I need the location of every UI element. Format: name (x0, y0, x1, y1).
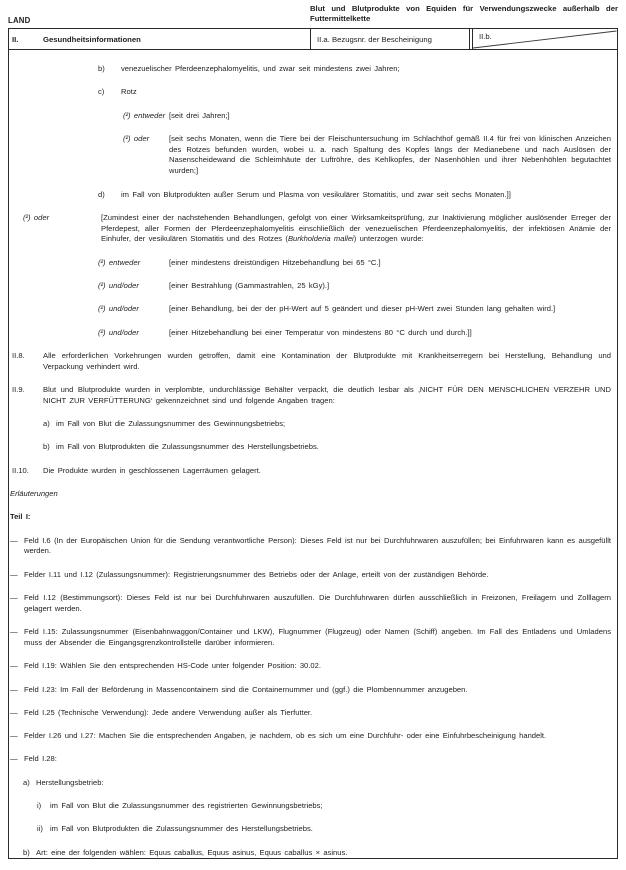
note-text: Feld I.23: Im Fall der Beförderung in Massencontainern sind die Containernummer und (ggf.) die Plombennummer anzugeben. (24, 684, 468, 694)
note-item (10, 593, 611, 615)
note-text: Feld I.15: Zulassungsnummer (Eisenbahnwaggon/Container und LKW), Flugnummer (Flugzeug) oder Namen (Schiff) angeben. Im Fall des Entladens und Umladens muss der Absender die Eingangsgrenzkontrollstelle darüber informieren. (24, 627, 611, 647)
numbered-clause (10, 351, 611, 373)
dash-marker: — (10, 684, 18, 694)
dash-marker: — (10, 535, 18, 545)
item-marker: b) (43, 442, 50, 452)
clause-text: Die Produkte wurden in geschlossenen Lagerräumen gelagert. (43, 465, 261, 475)
clause-number: II.9. (12, 385, 25, 395)
item-marker: b) (23, 847, 30, 857)
document-title: Blut und Blutprodukte von Equiden für Verwendungszwecke außerhalb der Futtermittelkette (310, 4, 618, 23)
item-text: [seit drei Jahren;] (169, 110, 230, 120)
item-marker: (²) entweder (123, 110, 166, 120)
dash-marker: — (10, 661, 18, 671)
item-marker: b) (98, 64, 105, 73)
note-text: Feld I.28: (24, 754, 57, 764)
list-item (10, 442, 611, 453)
note-item (10, 570, 611, 581)
list-item (10, 281, 611, 292)
list-item (10, 64, 611, 75)
diagonal-strike-line (470, 29, 617, 49)
list-item (10, 778, 611, 789)
list-item (10, 111, 611, 122)
certificate-table (8, 28, 618, 859)
note-item (10, 708, 611, 719)
item-marker: c) (98, 87, 105, 97)
item-marker: a) (23, 777, 30, 787)
item-text: im Fall von Blut die Zulassungsnummer des Gewinnungsbetriebs; (56, 419, 286, 429)
note-text: Feld I.19: Wählen Sie den entsprechenden HS-Code unter folgender Position: 30.02. (24, 661, 321, 671)
item-text: Herstellungsbetrieb: (36, 777, 104, 787)
note-item (10, 731, 611, 742)
health-information-body (9, 50, 617, 858)
item-text: Rotz (121, 87, 137, 97)
item-text: [einer Bestrahlung (Gammastrahlen, 25 kGy).] (169, 281, 330, 291)
latin-species-name: Burkholderia mallei (287, 234, 354, 244)
item-marker: (²) und/oder (98, 304, 139, 314)
note-text: Feld I.25 (Technische Verwendung): Jede andere Verwendung außer als Tierfutter. (24, 707, 313, 717)
note-item (10, 536, 611, 558)
clause-text: Alle erforderlichen Vorkehrungen wurden getroffen, damit eine Kontamination der Blutprodukte mit Krankheitserregern bei Herstellung, Behandlung und Verpackung verhindert wird. (43, 350, 611, 371)
item-marker: (²) oder (123, 133, 150, 143)
note-text: Feld I.12 (Bestimmungsort): Dieses Feld ist nur bei Durchfuhrwaren auszufüllen. Die Durchfuhrwaren dürfen ausschließlich in Freizonen, Freilagern und Zolllagern gelagert werden. (24, 593, 611, 613)
item-marker: d) (98, 189, 105, 199)
note-item (10, 661, 611, 672)
item-text: [einer mindestens dreistündigen Hitzebehandlung bei 65 °C.] (169, 257, 381, 267)
part-heading-text: Teil I: (10, 512, 31, 522)
dash-marker: — (10, 627, 18, 637)
dash-marker: — (10, 593, 18, 603)
list-item (10, 419, 611, 430)
item-marker: (²) entweder (98, 257, 141, 267)
header-cell-section (9, 35, 310, 44)
dash-marker: — (10, 731, 18, 741)
item-text: Art: eine der folgenden wählen: Equus caballus, Equus asinus, Equus caballus × asinus. (36, 847, 348, 857)
item-text: [Zumindest einer der nachstehenden Behandlungen, gefolgt von einer Wirksamkeitsprüfung, zur Inaktivierung möglicher auslösender Erreger der Pferdepest, aller Formen der Pferdeenzephalomyelitis einschließlich der venezuelischen Pferdeenzephalomyelitis, der infektiösen Anämie der Einhufer, der vesikulären Stomatitis und des Rotzes ( (101, 212, 611, 244)
dash-marker: — (10, 569, 18, 579)
notes-heading (10, 489, 611, 500)
numbered-clause (10, 466, 611, 477)
note-item (10, 627, 611, 649)
header-cell-reference (310, 29, 470, 49)
item-marker: a) (43, 419, 50, 429)
item-text: venezuelischer Pferdeenzephalomyelitis, und zwar seit mindestens zwei Jahren; (121, 64, 400, 73)
note-item (10, 754, 611, 765)
section-number: II. (12, 34, 19, 44)
list-item (10, 801, 611, 812)
clause-number: II.8. (12, 350, 25, 360)
item-text: ) unterzogen wurde: (353, 234, 424, 244)
list-item (10, 213, 611, 245)
item-marker: (²) und/oder (98, 327, 139, 337)
table-header-row (9, 29, 617, 50)
item-text: [seit sechs Monaten, wenn die Tiere bei der Fleischuntersuchung im Schlachthof gemäß II.4 für frei von klinischen Anzeichen des Rotzes befunden wurden, wobei u. a. nach Spaltung des Kopfes längs der Medianebene und nach Auslösen der Nasenscheidewand die Schleimhäute der Luftröhre, des Kehlkopfes, der Nasenhöhlen und ihrer Nebenhöhlen begutachtet wurden;] (169, 133, 611, 176)
part-heading (10, 512, 611, 523)
item-text: im Fall von Blut die Zulassungsnummer des registrierten Gewinnungsbetriebs; (50, 800, 323, 810)
dash-marker: — (10, 754, 18, 764)
item-marker: i) (37, 800, 42, 810)
item-text: im Fall von Blutprodukten die Zulassungsnummer des Herstellungsbetriebs. (56, 442, 319, 452)
list-item (10, 258, 611, 269)
land-label: LAND (8, 16, 31, 25)
iib-label: II.b. (479, 32, 492, 41)
list-item (10, 328, 611, 339)
note-text: Felder I.11 und I.12 (Zulassungsnummer): Registrierungsnummer des Betriebs oder der Anlage, erteilt von der zuständigen Behörde. (24, 569, 489, 579)
note-text: Felder I.26 und I.27: Machen Sie die entsprechenden Angaben, je nachdem, ob es sich um eine Durchfuhr- oder eine Einfuhrbescheinigung handelt. (24, 731, 547, 741)
item-marker: (²) und/oder (98, 281, 139, 291)
clause-text: Blut und Blutprodukte wurden in verplombte, undurchlässige Behälter verpackt, die deutlich lesbar als ‚NICHT FÜR DEN MENSCHLICHEN VERZEHR UND NICHT ZUR VERFÜTTERUNG‘ gekennzeichnet sind und folgende Angaben tragen: (43, 385, 611, 405)
list-item (10, 824, 611, 835)
numbered-clause (10, 385, 611, 407)
item-marker: (²) oder (23, 212, 50, 222)
list-item (10, 87, 611, 98)
list-item (10, 304, 611, 315)
item-text: im Fall von Blutprodukten außer Serum und Plasma von vesikulärer Stomatitis, und zwar seit sechs Monaten.]] (121, 189, 511, 199)
item-text: [einer Hitzebehandlung bei einer Temperatur von mindestens 80 °C durch und durch.]] (169, 327, 472, 337)
header-cell-iib (470, 29, 617, 49)
note-item (10, 685, 611, 696)
page-header (8, 2, 618, 26)
notes-heading-text: Erläuterungen (10, 489, 58, 499)
reference-label: II.a. Bezugsnr. der Bescheinigung (317, 34, 432, 44)
dash-marker: — (10, 707, 18, 717)
item-marker: ii) (37, 824, 43, 834)
list-item (10, 848, 611, 858)
list-item (10, 134, 611, 177)
clause-number: II.10. (12, 465, 29, 475)
note-text: Feld I.6 (In der Europäischen Union für die Sendung verantwortliche Person): Dieses Feld ist nur bei Durchfuhrwaren auszufüllen; bei Einfuhrwaren kann es ausgefüllt werden. (24, 535, 611, 556)
section-title: Gesundheitsinformationen (43, 34, 141, 44)
list-item (10, 190, 611, 201)
item-text: [einer Behandlung, bei der der pH-Wert auf 5 geändert und dieser pH-Wert zwei Stunden lang gehalten wird.] (169, 304, 556, 314)
item-text: im Fall von Blutprodukten die Zulassungsnummer des Herstellungsbetriebs. (50, 824, 313, 834)
